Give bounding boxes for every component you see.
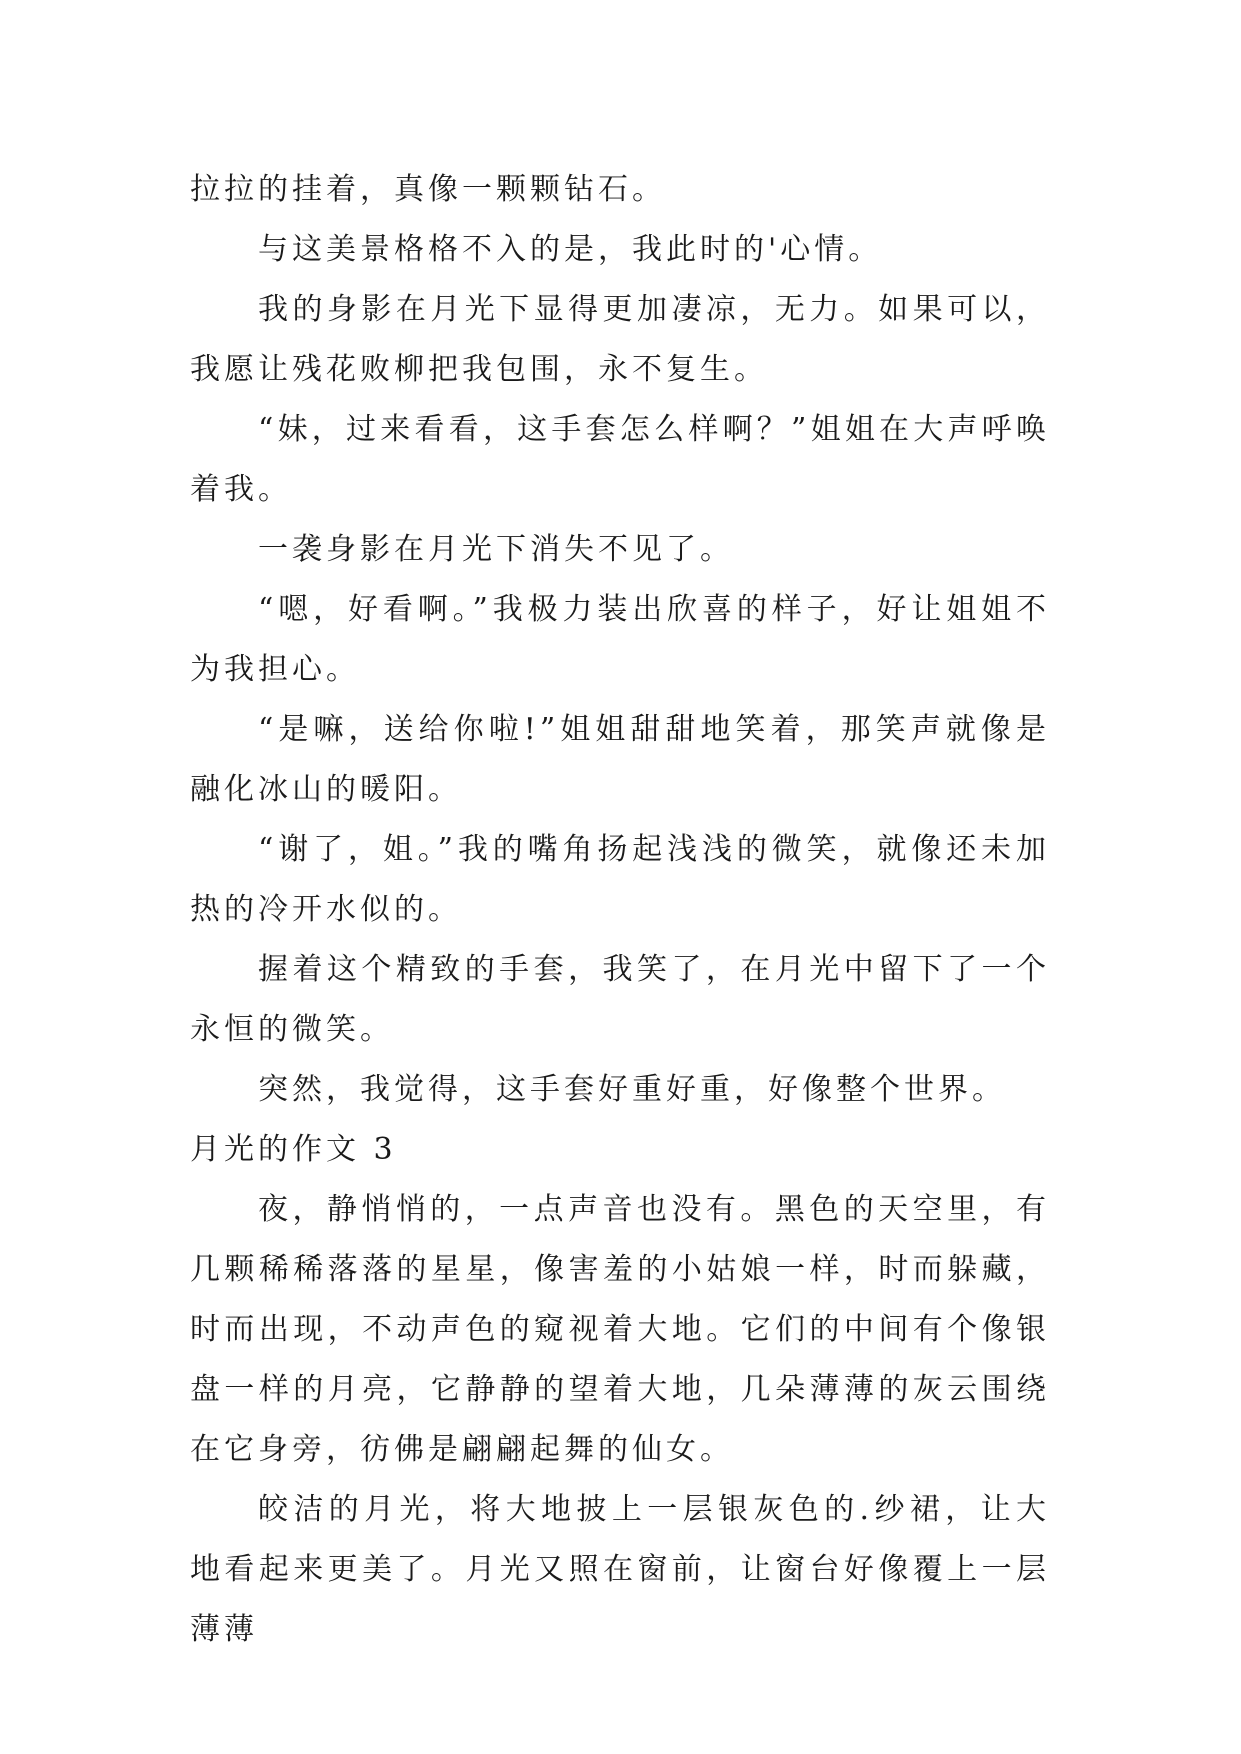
paragraph: 握着这个精致的手套，我笑了，在月光中留下了一个永恒的微笑。: [190, 952, 1050, 1047]
document-body: [190, 160, 1050, 1660]
paragraph: “谢了，姐。”我的嘴角扬起浅浅的微笑，就像还未加热的冷开水似的。: [190, 832, 1050, 927]
paragraph: 我的身影在月光下显得更加凄凉，无力。如果可以，我愿让残花败柳把我包围，永不复生。: [190, 292, 1050, 387]
paragraph: 皎洁的月光，将大地披上一层银灰色的.纱裙，让大地看起来更美了。月光又照在窗前，让窗台好像覆上一层薄薄: [190, 1492, 1050, 1647]
paragraph: 夜，静悄悄的，一点声音也没有。黑色的天空里，有几颗稀稀落落的星星，像害羞的小姑娘一样，时而躲藏，时而出现，不动声色的窥视着大地。它们的中间有个像银盘一样的月亮，它静静的望着大地，几朵薄薄的灰云围绕在它身旁，彷佛是翩翩起舞的仙女。: [190, 1192, 1050, 1467]
paragraph: “嗯，好看啊。”我极力装出欣喜的样子，好让姐姐不为我担心。: [190, 592, 1050, 687]
section-title: 月光的作文 3: [190, 1132, 397, 1167]
paragraph: 拉拉的挂着，真像一颗颗钻石。: [190, 172, 666, 207]
paragraph: 与这美景格格不入的是，我此时的'心情。: [258, 232, 883, 267]
paragraph: 一袭身影在月光下消失不见了。: [258, 532, 734, 567]
paragraph: 突然，我觉得，这手套好重好重，好像整个世界。: [258, 1072, 1006, 1107]
paragraph: “是嘛，送给你啦!”姐姐甜甜地笑着，那笑声就像是融化冰山的暖阳。: [190, 712, 1050, 807]
paragraph: “妹，过来看看，这手套怎么样啊？”姐姐在大声呼唤着我。: [190, 412, 1050, 507]
